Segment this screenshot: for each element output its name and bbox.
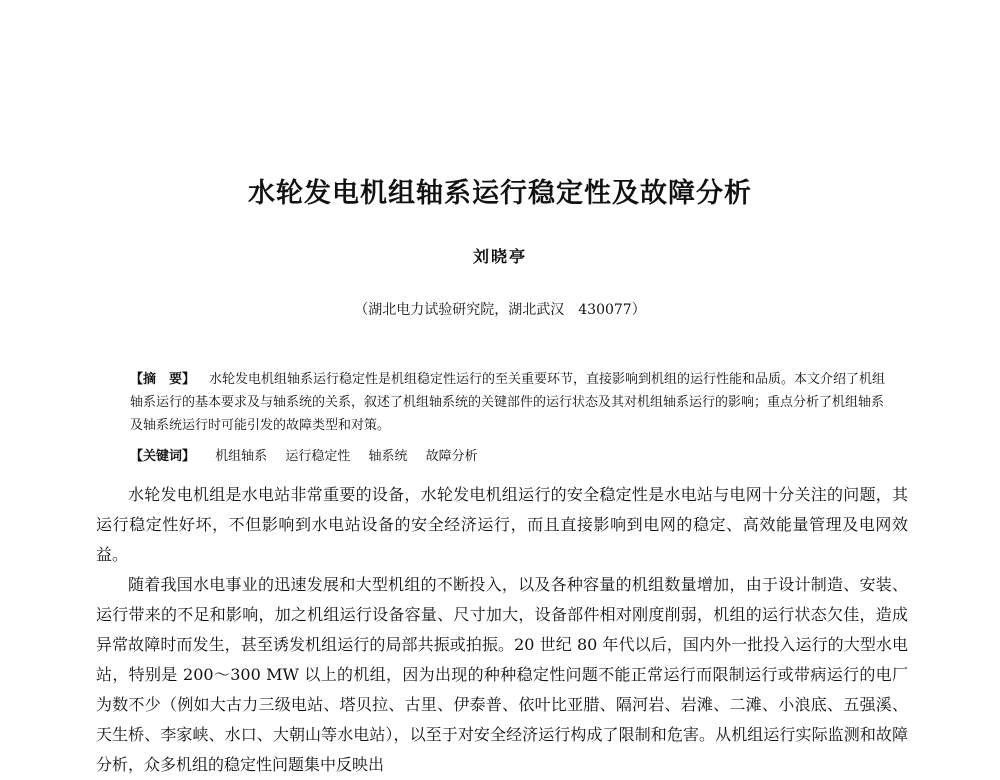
abstract-text: 水轮发电机组轴系运行稳定性是机组稳定性运行的至关重要环节，直接影响到机组的运行性能和品质。本文介绍了机组轴系运行的基本要求及与轴系统的关系，叙述了机组轴系统的关键部件的运行状态及其对机组轴系运行的影响；重点分析了机组轴系及轴系统运行时可能引发的故障类型和对策。	[130, 372, 886, 433]
keyword: 运行稳定性	[285, 449, 351, 464]
keywords-block	[130, 445, 890, 468]
body-paragraph: 水轮发电机组是水电站非常重要的设备，水轮发电机组运行的安全稳定性是水电站与电网十分关注的问题，其运行稳定性好坏，不但影响到水电站设备的安全经济运行，而且直接影响到电网的稳定、高效能量管理及电网效益。	[96, 485, 908, 564]
paper-title: 水轮发电机组轴系运行稳定性及故障分析	[248, 178, 752, 209]
abstract-block	[130, 368, 890, 437]
author-affiliation: （湖北电力试验研究院，湖北武汉 430077）	[354, 302, 646, 318]
keyword: 机组轴系	[215, 449, 268, 464]
keyword: 故障分析	[425, 449, 478, 464]
keyword: 轴系统	[368, 449, 408, 464]
body-text	[96, 480, 908, 780]
keywords-label: 【关键词】	[130, 449, 196, 464]
abstract-label: 【摘 要】	[130, 372, 196, 387]
body-paragraph: 随着我国水电事业的迅速发展和大型机组的不断投入，以及各种容量的机组数量增加，由于设计制造、安装、运行带来的不足和影响，加之机组运行设备容量、尺寸加大，设备部件相对刚度削弱，机组的运行状态欠佳，造成异常故障时而发生，甚至诱发机组运行的局部共振或拍振。20 世纪 80 年代以后，国内外一批投入运行的大型水电站，特别是 200～300 MW 以上的机组，因为出现的种种稳定性问题不能正常运行而限制运行或带病运行的电厂为数不少（例如大古力三级电站、塔贝拉、古里、伊泰普、依叶比亚腊、隔河岩、岩滩、二滩、小浪底、五强溪、天生桥、李家峡、水口、大朝山等水电站），以至于对安全经济运行构成了限制和危害。从机组运行实际监测和故障分析，众多机组的稳定性问题集中反映出	[96, 575, 908, 774]
author-name: 刘晓亭	[472, 247, 527, 266]
